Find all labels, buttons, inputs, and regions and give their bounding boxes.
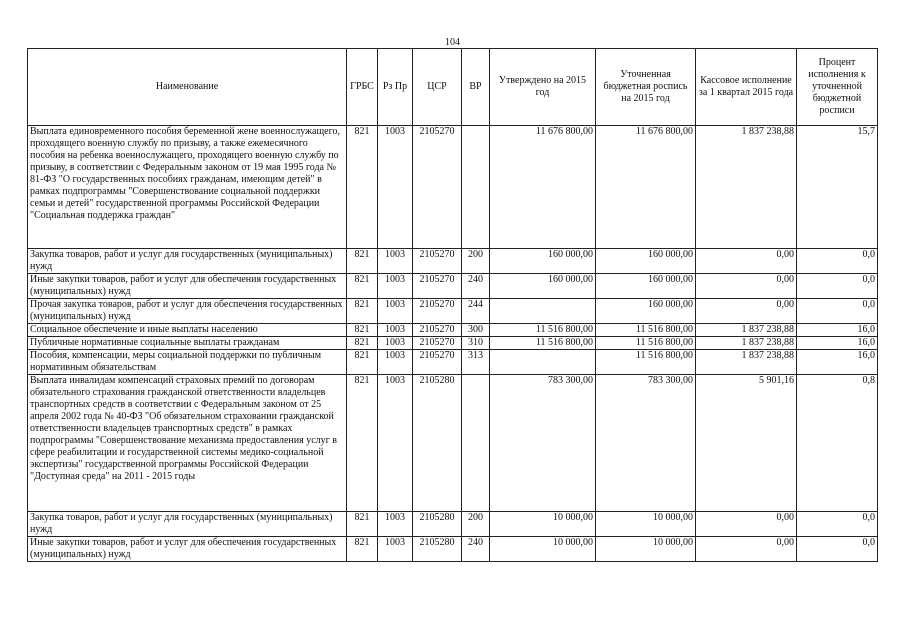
row-percent: 0,0 <box>797 512 878 537</box>
row-percent: 0,8 <box>797 375 878 512</box>
row-cash: 1 837 238,88 <box>696 350 797 375</box>
row-csr: 2105270 <box>413 337 462 350</box>
row-name: Выплата единовременного пособия беременной жене военнослужащего, проходящего военную службу по призыву, а также ежемесячного пособия на ребенка военнослужащего, проходящего военную службу по призыву, в соответствии с Федеральным законом от 19 мая 1995 года № 81-ФЗ "О государственных пособиях гражданам, имеющим детей" в рамках подпрограммы "Совершенствование социальной поддержки семьи и детей" государственной программы Российской Федерации "Социальная поддержка граждан" <box>28 126 347 249</box>
row-name: Иные закупки товаров, работ и услуг для обеспечения государственных (муниципальных) нужд <box>28 274 347 299</box>
row-cash: 0,00 <box>696 512 797 537</box>
row-rzpr: 1003 <box>378 537 413 562</box>
table-row <box>28 337 878 350</box>
row-rzpr: 1003 <box>378 337 413 350</box>
row-grbs: 821 <box>347 274 378 299</box>
row-approved: 10 000,00 <box>490 512 596 537</box>
row-grbs: 821 <box>347 350 378 375</box>
header-name: Наименование <box>28 49 347 126</box>
header-vr: ВР <box>462 49 490 126</box>
header-row <box>28 49 878 126</box>
row-percent: 16,0 <box>797 350 878 375</box>
row-vr: 200 <box>462 249 490 274</box>
row-approved: 11 676 800,00 <box>490 126 596 249</box>
header-approved: Утверждено на 2015 год <box>490 49 596 126</box>
row-grbs: 821 <box>347 324 378 337</box>
row-vr: 313 <box>462 350 490 375</box>
row-cash: 0,00 <box>696 299 797 324</box>
row-csr: 2105280 <box>413 375 462 512</box>
row-vr <box>462 375 490 512</box>
row-rzpr: 1003 <box>378 299 413 324</box>
row-grbs: 821 <box>347 512 378 537</box>
row-csr: 2105280 <box>413 537 462 562</box>
budget-table <box>27 48 878 562</box>
row-percent: 16,0 <box>797 337 878 350</box>
row-csr: 2105270 <box>413 126 462 249</box>
table-row <box>28 299 878 324</box>
row-percent: 16,0 <box>797 324 878 337</box>
row-approved: 783 300,00 <box>490 375 596 512</box>
row-grbs: 821 <box>347 337 378 350</box>
row-percent: 0,0 <box>797 537 878 562</box>
row-csr: 2105270 <box>413 299 462 324</box>
row-name: Закупка товаров, работ и услуг для государственных (муниципальных) нужд <box>28 512 347 537</box>
row-grbs: 821 <box>347 249 378 274</box>
table-row <box>28 537 878 562</box>
row-approved: 10 000,00 <box>490 537 596 562</box>
header-percent: Процент исполнения к уточненной бюджетной росписи <box>797 49 878 126</box>
row-percent: 15,7 <box>797 126 878 249</box>
header-refined: Уточненная бюджетная роспись на 2015 год <box>596 49 696 126</box>
row-refined: 11 516 800,00 <box>596 337 696 350</box>
row-refined: 11 676 800,00 <box>596 126 696 249</box>
row-name: Социальное обеспечение и иные выплаты населению <box>28 324 347 337</box>
table-row <box>28 350 878 375</box>
row-refined: 160 000,00 <box>596 274 696 299</box>
row-cash: 1 837 238,88 <box>696 337 797 350</box>
row-rzpr: 1003 <box>378 126 413 249</box>
header-rzpr: Рз Пр <box>378 49 413 126</box>
row-csr: 2105270 <box>413 274 462 299</box>
row-cash: 0,00 <box>696 274 797 299</box>
table-row <box>28 324 878 337</box>
row-refined: 160 000,00 <box>596 299 696 324</box>
row-refined: 11 516 800,00 <box>596 350 696 375</box>
row-refined: 11 516 800,00 <box>596 324 696 337</box>
row-grbs: 821 <box>347 126 378 249</box>
row-rzpr: 1003 <box>378 375 413 512</box>
row-cash: 1 837 238,88 <box>696 324 797 337</box>
row-csr: 2105280 <box>413 512 462 537</box>
row-refined: 783 300,00 <box>596 375 696 512</box>
row-vr: 244 <box>462 299 490 324</box>
row-name: Выплата инвалидам компенсаций страховых премий по договорам обязательного страхования гражданской ответственности владельцев транспортных средств в соответствии с Федеральным законом от 25 апреля 2002 года № 40-ФЗ "Об обязательном страховании гражданской ответственности владельцев транспортных средств" в рамках подпрограммы "Совершенствование механизма предоставления услуг в сфере реабилитации и государственной системы медико-социальной экспертизы" государственной программы Российской Федерации "Доступная среда" на 2011 - 2015 годы <box>28 375 347 512</box>
row-vr: 200 <box>462 512 490 537</box>
table-row <box>28 126 878 249</box>
table-row <box>28 512 878 537</box>
row-rzpr: 1003 <box>378 350 413 375</box>
row-name: Публичные нормативные социальные выплаты гражданам <box>28 337 347 350</box>
row-refined: 160 000,00 <box>596 249 696 274</box>
header-grbs: ГРБС <box>347 49 378 126</box>
row-cash: 5 901,16 <box>696 375 797 512</box>
row-rzpr: 1003 <box>378 274 413 299</box>
row-approved <box>490 350 596 375</box>
row-vr: 310 <box>462 337 490 350</box>
row-grbs: 821 <box>347 375 378 512</box>
row-approved <box>490 299 596 324</box>
row-refined: 10 000,00 <box>596 537 696 562</box>
row-approved: 11 516 800,00 <box>490 337 596 350</box>
row-refined: 10 000,00 <box>596 512 696 537</box>
row-approved: 160 000,00 <box>490 249 596 274</box>
row-approved: 11 516 800,00 <box>490 324 596 337</box>
row-cash: 0,00 <box>696 249 797 274</box>
row-name: Закупка товаров, работ и услуг для государственных (муниципальных) нужд <box>28 249 347 274</box>
header-cash: Кассовое исполнение за 1 квартал 2015 года <box>696 49 797 126</box>
row-name: Иные закупки товаров, работ и услуг для обеспечения государственных (муниципальных) нужд <box>28 537 347 562</box>
table-row <box>28 274 878 299</box>
row-vr <box>462 126 490 249</box>
row-name: Прочая закупка товаров, работ и услуг для обеспечения государственных (муниципальных) нужд <box>28 299 347 324</box>
table-row <box>28 249 878 274</box>
header-csr: ЦСР <box>413 49 462 126</box>
row-csr: 2105270 <box>413 324 462 337</box>
row-rzpr: 1003 <box>378 249 413 274</box>
row-csr: 2105270 <box>413 249 462 274</box>
row-cash: 0,00 <box>696 537 797 562</box>
row-vr: 240 <box>462 274 490 299</box>
row-csr: 2105270 <box>413 350 462 375</box>
row-vr: 300 <box>462 324 490 337</box>
row-grbs: 821 <box>347 537 378 562</box>
row-percent: 0,0 <box>797 274 878 299</box>
row-rzpr: 1003 <box>378 512 413 537</box>
row-grbs: 821 <box>347 299 378 324</box>
row-name: Пособия, компенсации, меры социальной поддержки по публичным нормативным обязательствам <box>28 350 347 375</box>
page-number: 104 <box>445 37 460 48</box>
row-rzpr: 1003 <box>378 324 413 337</box>
row-percent: 0,0 <box>797 249 878 274</box>
row-approved: 160 000,00 <box>490 274 596 299</box>
row-cash: 1 837 238,88 <box>696 126 797 249</box>
table-row <box>28 375 878 512</box>
row-vr: 240 <box>462 537 490 562</box>
row-percent: 0,0 <box>797 299 878 324</box>
